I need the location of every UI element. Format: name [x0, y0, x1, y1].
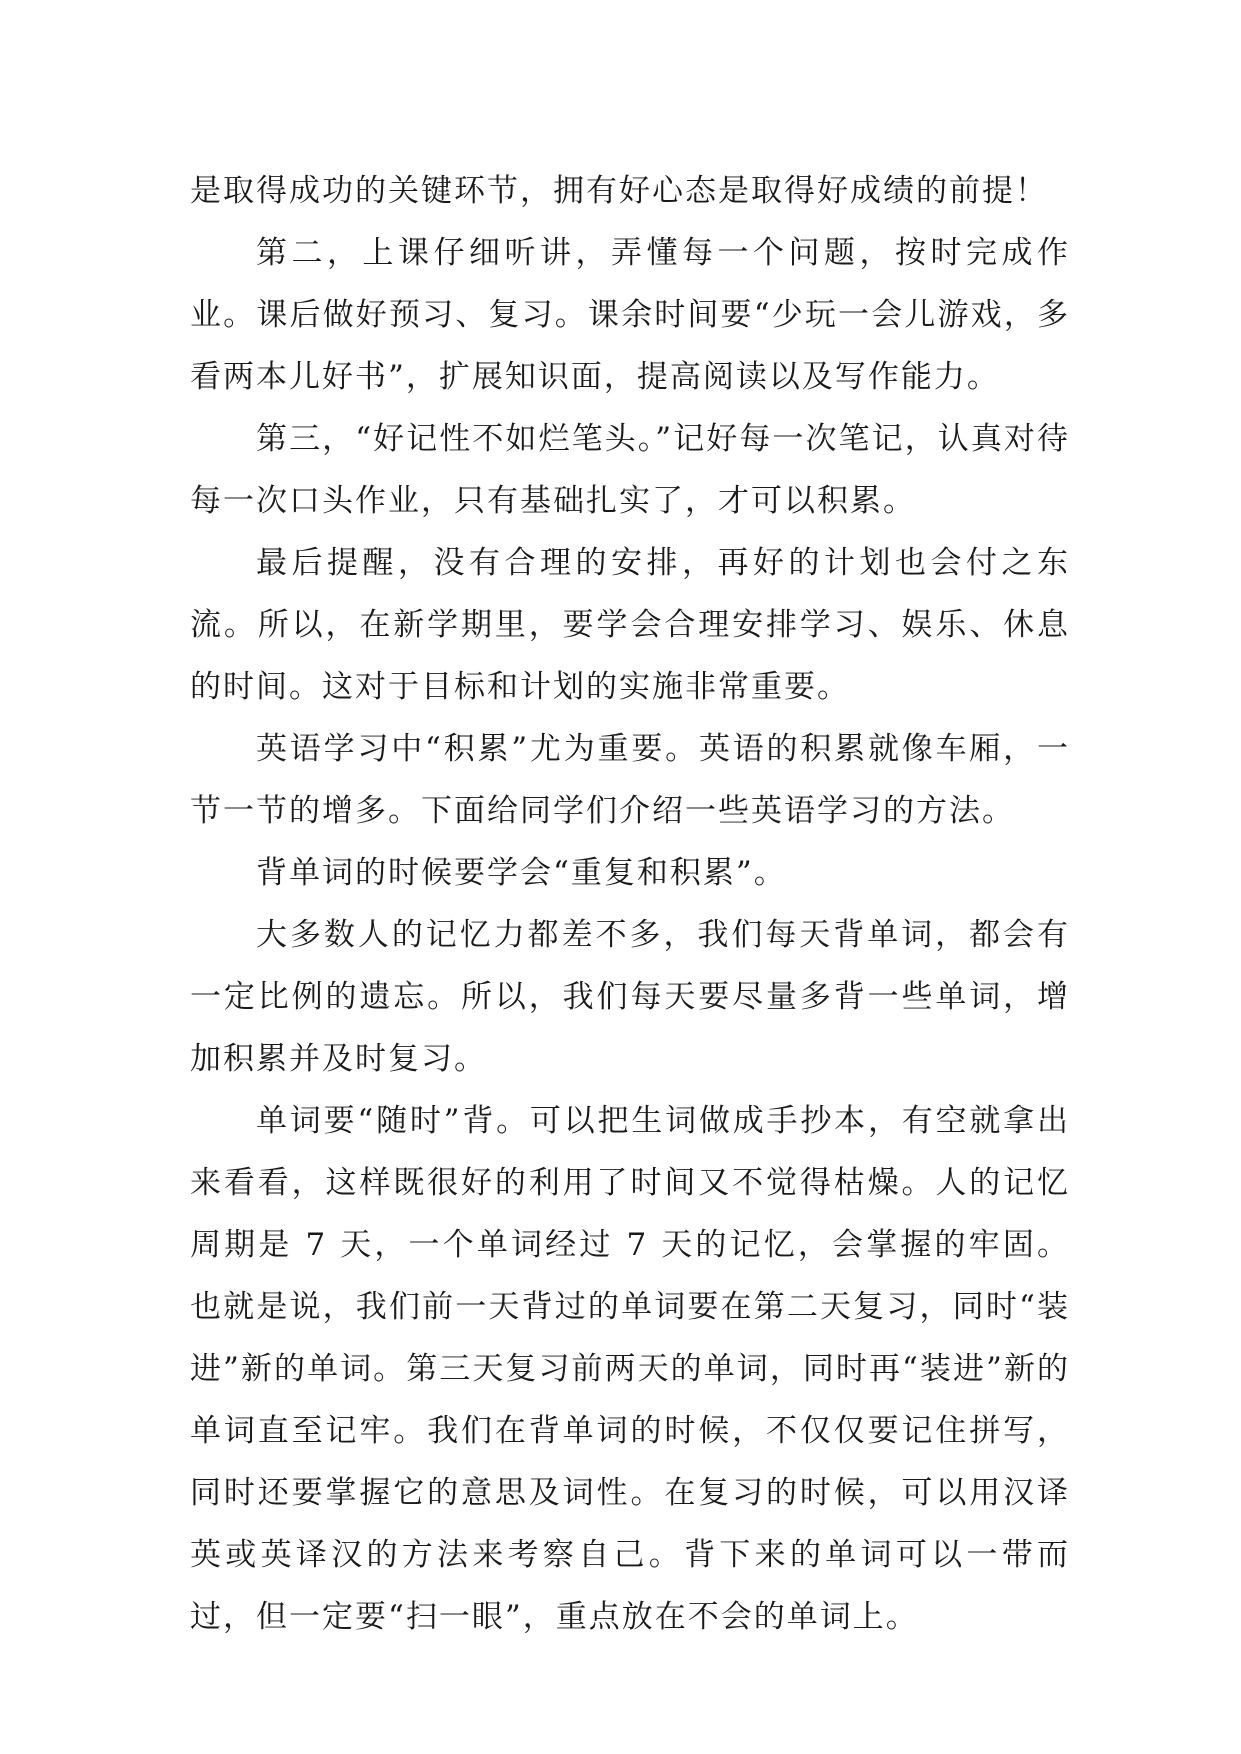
paragraph-7: 大多数人的记忆力都差不多，我们每天背单词，都会有一定比例的遗忘。所以，我们每天要尽量多背一些单词，增加积累并及时复习。: [190, 917, 1070, 1077]
document-body: [190, 160, 1070, 1648]
paragraph-3: 第三，“好记性不如烂笔头。”记好每一次笔记，认真对待每一次口头作业，只有基础扎实了，才可以积累。: [190, 421, 1070, 519]
paragraph-8: 单词要“随时”背。可以把生词做成手抄本，有空就拿出来看看，这样既很好的利用了时间又不觉得枯燥。人的记忆周期是 7 天，一个单词经过 7 天的记忆，会掌握的牢固。也就是说，我们前一天背过的单词要在第二天复习，同时“装进”新的单词。第三天复习前两天的单词，同时再“装进”新的单词直至记牢。我们在背单词的时候，不仅仅要记住拼写，同时还要掌握它的意思及词性。在复习的时候，可以用汉译英或英译汉的方法来考察自己。背下来的单词可以一带而过，但一定要“扫一眼”，重点放在不会的单词上。: [190, 1103, 1070, 1635]
paragraph-5: 英语学习中“积累”尤为重要。英语的积累就像车厢，一节一节的增多。下面给同学们介绍一些英语学习的方法。: [190, 731, 1070, 829]
paragraph-6: 背单词的时候要学会“重复和积累”。: [256, 855, 787, 891]
paragraph-2: 第二，上课仔细听讲，弄懂每一个问题，按时完成作业。课后做好预习、复习。课余时间要“少玩一会儿游戏，多看两本儿好书”，扩展知识面，提高阅读以及写作能力。: [190, 235, 1070, 395]
paragraph-1: 是取得成功的关键环节，拥有好心态是取得好成绩的前提！: [190, 173, 1048, 209]
paragraph-4: 最后提醒，没有合理的安排，再好的计划也会付之东流。所以，在新学期里，要学会合理安排学习、娱乐、休息的时间。这对于目标和计划的实施非常重要。: [190, 545, 1070, 705]
